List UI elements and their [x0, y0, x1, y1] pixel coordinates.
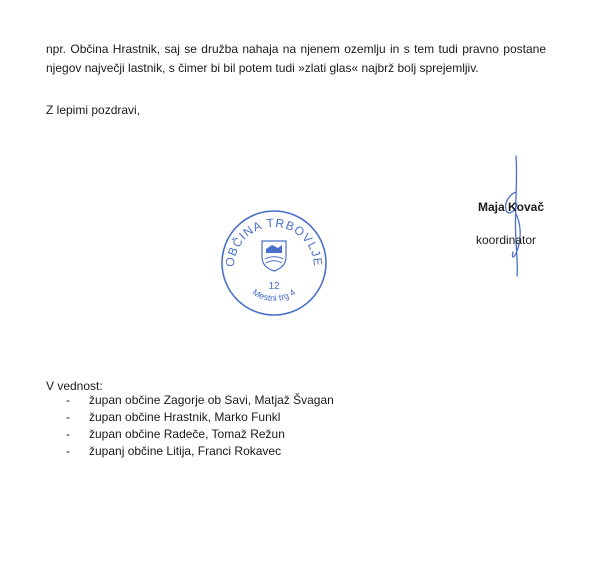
signatory-name: Maja Kovač	[478, 200, 545, 214]
cc-recipient: županj občine Litija, Franci Rokavec	[89, 444, 282, 458]
letter-paragraph: npr. Občina Hrastnik, saj se družba nahaja na njenem ozemlju in s tem tudi pravno postane njegov največji lastnik, s čimer bi bil potem tudi »zlati glas« najbrž bolj sprejemljiv.	[46, 42, 546, 75]
handwritten-signature	[496, 152, 526, 280]
cc-recipient: župan občine Zagorje ob Savi, Matjaž Švagan	[89, 393, 334, 407]
stamp-number: 12	[268, 281, 280, 292]
cc-recipient: župan občine Hrastnik, Marko Funkl	[89, 410, 281, 424]
cc-recipient: župan občine Radeče, Tomaž Režun	[89, 427, 285, 441]
bullet-dash: -	[66, 393, 70, 407]
bullet-dash: -	[66, 427, 70, 441]
cc-label: V vednost:	[46, 379, 103, 393]
bullet-dash: -	[66, 444, 70, 458]
coat-of-arms-icon	[262, 241, 286, 271]
closing-greeting: Z lepimi pozdravi,	[46, 103, 141, 117]
cc-list-item	[66, 443, 334, 460]
signatory-role: koordinator	[476, 233, 537, 247]
cc-list	[66, 392, 334, 460]
cc-list-item	[66, 392, 334, 409]
bullet-dash: -	[66, 410, 70, 424]
cc-list-item	[66, 409, 334, 426]
stamp-top-text: OBČINA TRBOVLJE	[222, 215, 326, 268]
cc-list-item	[66, 426, 334, 443]
stamp-bottom-text: Mestni trg 4	[250, 287, 298, 304]
official-stamp	[218, 207, 330, 319]
